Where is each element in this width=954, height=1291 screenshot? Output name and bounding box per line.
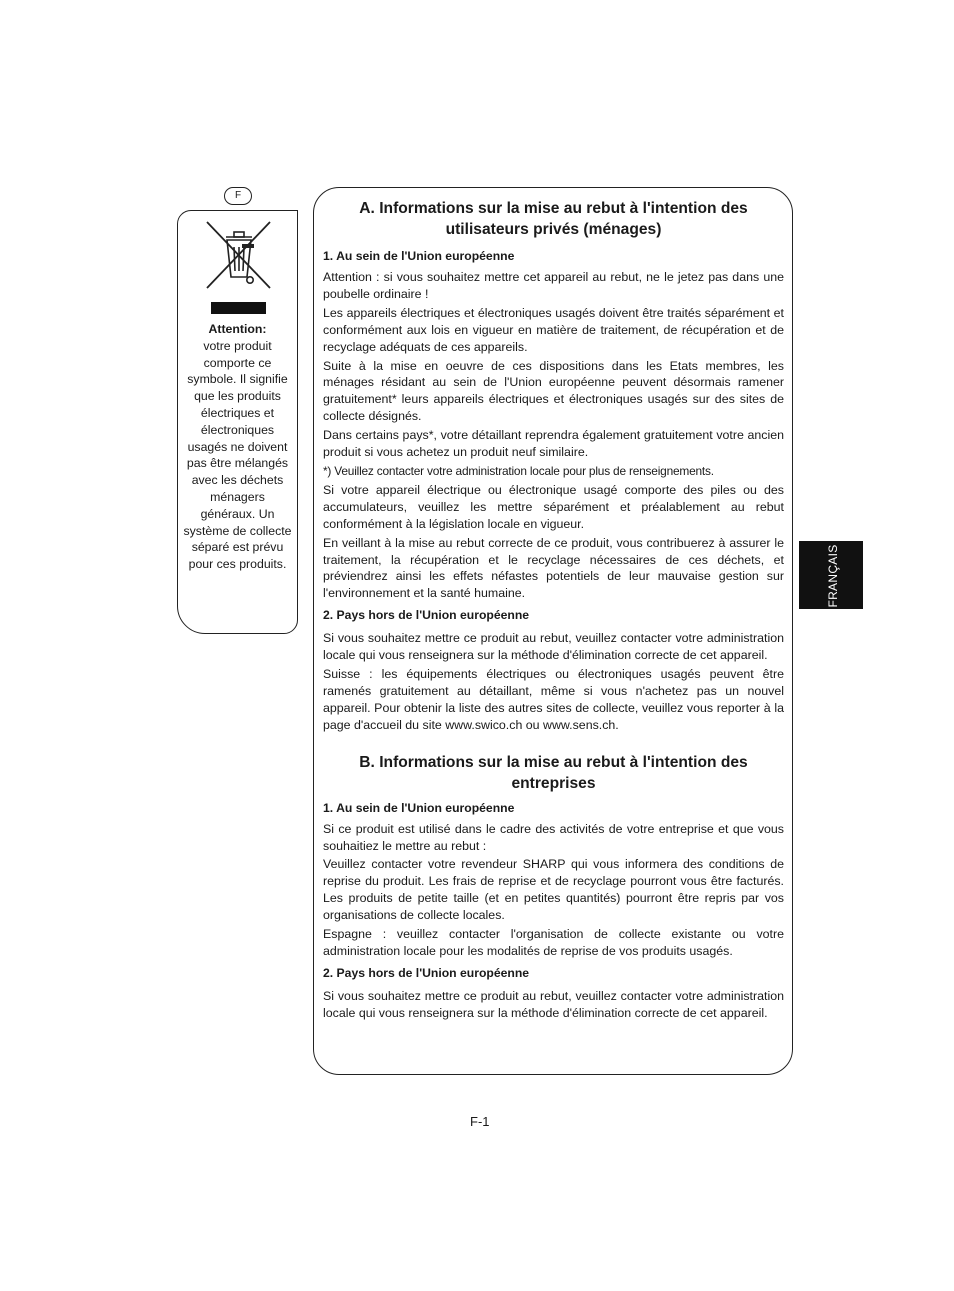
main-content	[323, 198, 784, 1024]
attention-body: votre produit comporte ce symbole. Il signifie que les produits électriques et électroniques usagés ne doivent pas être mélangés avec les déchets ménagers généraux. Un système de collecte séparé est prévu pour ces produits.	[183, 338, 292, 572]
page-language-badge: F	[224, 187, 252, 205]
section-a-subtitle-1: 1. Au sein de l'Union européenne	[323, 249, 515, 263]
section-a-paragraph: Dans certains pays*, votre détaillant reprendra également gratuitement votre ancien produit si vous achetez un produit neuf similaire.	[323, 428, 784, 460]
section-b-subtitle-1: 1. Au sein de l'Union européenne	[323, 800, 515, 815]
weee-symbol-panel	[177, 210, 298, 634]
section-b-title: B. Informations sur la mise au rebut à l'intention des entreprises	[359, 753, 748, 792]
page-number: F-1	[470, 1114, 490, 1129]
weee-black-bar	[211, 302, 266, 314]
attention-title: Attention:	[208, 322, 267, 336]
section-a-subtitle-2: 2. Pays hors de l'Union européenne	[323, 608, 530, 623]
section-a-paragraph: Suite à la mise en oeuvre de ces dispositions dans les Etats membres, les ménages résidant au sein de l'Union européenne peuvent désormais ramener gratuitement* leurs appareils électriques et électroniques usagés sur des sites de collecte désignés.	[323, 358, 784, 424]
attention-text	[182, 321, 293, 573]
section-b-paragraph: Espagne : veuillez contacter l'organisation de collecte existante ou votre administration locale pour les modalités de reprise de vos produits usagés.	[323, 927, 784, 958]
section-b-paragraph: Si ce produit est utilisé dans le cadre des activités de votre entreprise et que vous souhaitiez le mettre au rebut :	[323, 821, 784, 853]
section-a-footnote: *) Veuillez contacter votre administration locale pour plus de renseignements.	[323, 463, 714, 478]
section-b-paragraph: Si vous souhaitez mettre ce produit au rebut, veuillez contacter votre administration locale qui vous renseignera sur la méthode d'élimination correcte de cet appareil.	[323, 988, 784, 1020]
section-a-paragraph: Si votre appareil électrique ou électronique usagé comporte des piles ou des accumulateurs, veuillez les mettre séparément et préalablement au rebut conformément à la législation locale en vigueur.	[323, 482, 784, 531]
section-a-title: A. Informations sur la mise au rebut à l'intention des utilisateurs privés (ménages)	[359, 200, 748, 238]
section-a-paragraph: Attention : si vous souhaitez mettre cet appareil au rebut, ne le jetez pas dans une poubelle ordinaire !	[323, 270, 784, 301]
section-b-subtitle-2: 2. Pays hors de l'Union européenne	[323, 965, 530, 980]
language-tab	[799, 541, 863, 609]
section-a-paragraph: Si vous souhaitez mettre ce produit au rebut, veuillez contacter votre administration locale qui vous renseignera sur la méthode d'élimination correcte de cet appareil.	[323, 631, 784, 663]
section-b-paragraph: Veuillez contacter votre revendeur SHARP qui vous informera des conditions de reprise du produit. Les frais de reprise et de recyclage pourront vous être facturés. Les produits de petite taille (et en petites quantités) pourront être repris par vos organisations de collecte locales.	[323, 857, 784, 923]
section-a-paragraph: Suisse : les équipements électriques ou électroniques usagés peuvent être ramenés gratuitement au détaillant, même si vous n'achetez pas un nouvel appareil. Pour obtenir la liste des autres sites de collecte, veuillez vous reporter à la page d'accueil du site www.swico.ch ou www.sens.ch.	[323, 667, 784, 732]
crossed-out-bin-icon	[204, 219, 274, 291]
section-a-paragraph: Les appareils électriques et électroniques usagés doivent être traités séparément et conformément aux lois en vigueur en matière de traitement, de récupération et de recyclage adéquats de ces appareils.	[323, 305, 784, 354]
language-tab-label: FRANÇAIS	[826, 544, 840, 608]
section-a-paragraph: En veillant à la mise au rebut correcte de ce produit, vous contribuerez à assurer le traitement, la récupération et le recyclage nécessaires de ces déchets, et préviendrez ainsi les effets néfastes potentiels de leur mauvaise gestion sur l'environnement et la santé humaine.	[323, 535, 784, 601]
